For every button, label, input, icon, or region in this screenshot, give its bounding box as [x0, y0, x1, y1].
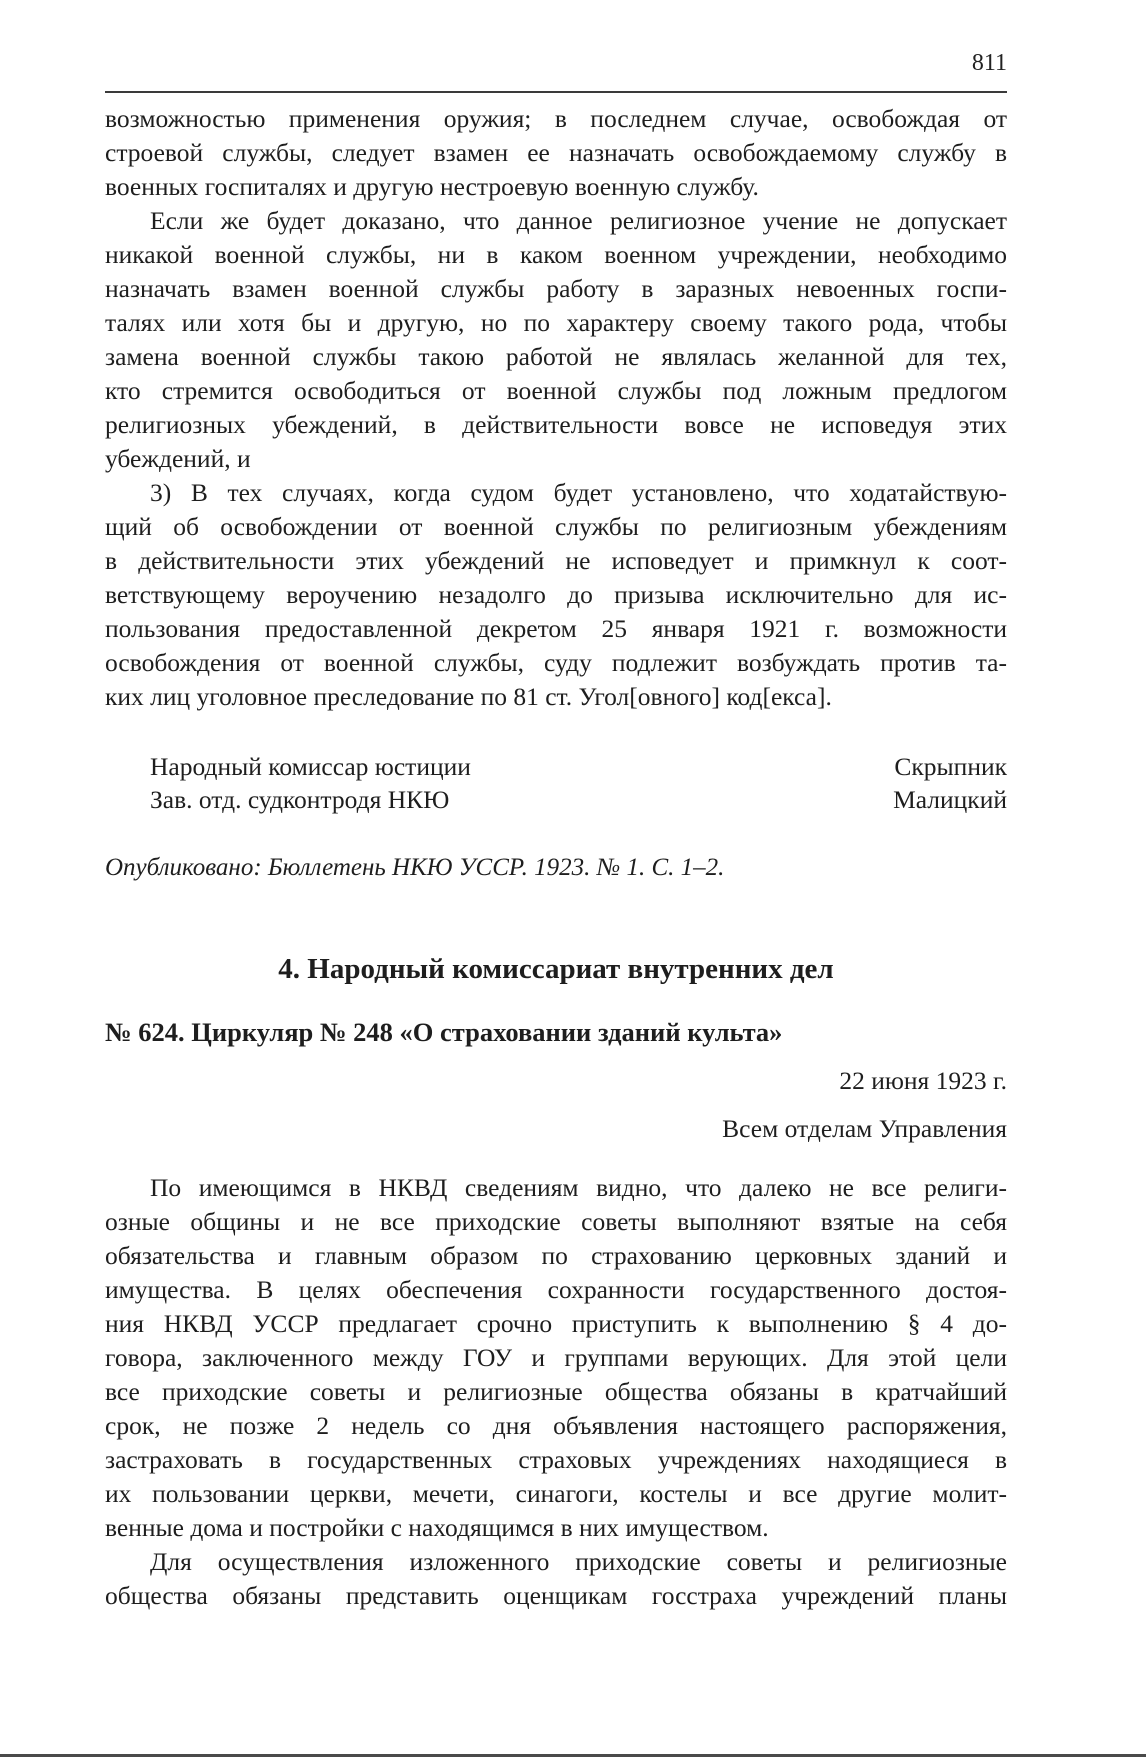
text-line: ких лиц уголовное преследование по 81 ст. Угол[овного] код[екса].: [105, 682, 832, 711]
text-line: пользования предоставленной декретом 25 января 1921 г. возможности: [105, 614, 1007, 643]
text-line: назначать взамен военной службы работу в заразных невоенных госпи-: [105, 274, 1007, 303]
signature-row: [105, 783, 1007, 816]
text-line: в действительности этих убеждений не исповедует и примкнул к соот-: [105, 546, 1007, 575]
page-number: 811: [971, 50, 1007, 76]
text-line: обязательства и главным образом по страхованию церковных зданий и: [105, 1241, 1007, 1270]
text-line: озные общины и не все приходские советы выполняют взятые на себя: [105, 1207, 1007, 1236]
text-line: говора, заключенного между ГОУ и группами верующих. Для этой цели: [105, 1343, 1007, 1372]
continued-paragraph-2: [105, 204, 1007, 476]
text-line: щий об освобождении от военной службы по религиозным убеждениям: [105, 512, 1007, 541]
signatory-title: Зав. отд. судконтродя НКЮ: [150, 785, 450, 814]
text-line: военных госпиталях и другую нестроевую военную службу.: [105, 172, 759, 201]
signature-block: [105, 750, 1007, 816]
text-line: талях или хотя бы и другую, но по характеру своему такого рода, чтобы: [105, 308, 1007, 337]
text-line: ветствующему вероучению незадолго до призыва исключительно для ис-: [105, 580, 1007, 609]
source-citation: Опубликовано: Бюллетень НКЮ УССР. 1923. № 1. С. 1–2.: [105, 854, 725, 881]
text-line: Для осуществления изложенного приходские советы и религиозные: [150, 1547, 1007, 1576]
text-line: 3) В тех случаях, когда судом будет установлено, что ходатайствую-: [150, 478, 1007, 507]
signatory-name: Скрыпник: [894, 752, 1007, 781]
signatory-name: Малицкий: [893, 785, 1007, 814]
text-line: кто стремится освободиться от военной службы под ложным предлогом: [105, 376, 1007, 405]
continued-paragraph-1: [105, 102, 1007, 204]
text-line: венные дома и постройки с находящимся в них имуществом.: [105, 1513, 769, 1542]
text-line: все приходские советы и религиозные общества обязаны в кратчайший: [105, 1377, 1007, 1406]
text-line: замена военной службы такою работой не являлась желанной для тех,: [105, 342, 1007, 371]
text-line: строевой службы, следует взамен ее назначать освобождаемому службу в: [105, 138, 1007, 167]
signatory-title: Народный комиссар юстиции: [150, 752, 471, 781]
text-line: освобождения от военной службы, суду подлежит возбуждать против та-: [105, 648, 1007, 677]
text-line: имущества. В целях обеспечения сохранности государственного достоя-: [105, 1275, 1007, 1304]
section-heading: 4. Народный комиссариат внутренних дел: [278, 953, 834, 985]
text-line: убеждений, и: [105, 444, 251, 473]
document-addressee: Всем отделам Управления: [722, 1114, 1007, 1143]
text-line: срок, не позже 2 недель со дня объявления настоящего распоряжения,: [105, 1411, 1007, 1440]
text-line: ния НКВД УССР предлагает срочно приступить к выполнению § 4 до-: [105, 1309, 1007, 1338]
signature-row: [105, 750, 1007, 783]
text-line: Если же будет доказано, что данное религиозное учение не допускает: [150, 206, 1007, 235]
text-line: застраховать в государственных страховых учреждениях находящиеся в: [105, 1445, 1007, 1474]
continued-paragraph-3: [105, 476, 1007, 714]
text-line: их пользовании церкви, мечети, синагоги, костелы и все другие молит-: [105, 1479, 1007, 1508]
document-heading: № 624. Циркуляр № 248 «О страховании зданий культа»: [105, 1017, 783, 1047]
text-line: никакой военной службы, ни в каком военном учреждении, необходимо: [105, 240, 1007, 269]
text-line: религиозных убеждений, в действительности вовсе не исповедуя этих: [105, 410, 1007, 439]
text-line: общества обязаны представить оценщикам госстраха учреждений планы: [105, 1581, 1007, 1610]
document-paragraph-2: [105, 1545, 1007, 1613]
document-date: 22 июня 1923 г.: [839, 1066, 1007, 1095]
text-line: По имеющимся в НКВД сведениям видно, что далеко не все религи-: [150, 1173, 1007, 1202]
document-paragraph-1: [105, 1171, 1007, 1545]
header-rule: [105, 91, 1007, 93]
text-line: возможностью применения оружия; в последнем случае, освобождая от: [105, 104, 1007, 133]
